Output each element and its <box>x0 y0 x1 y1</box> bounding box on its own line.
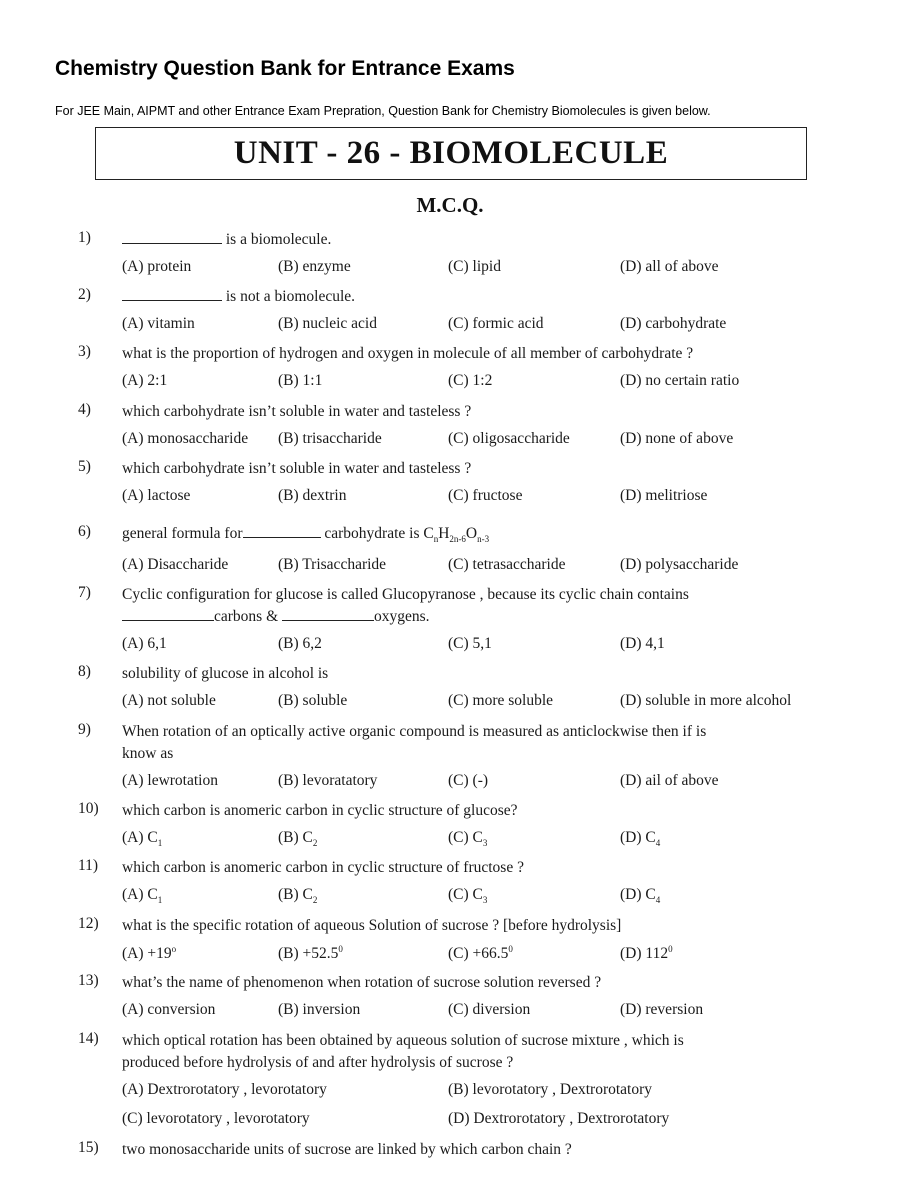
option-b: (B) enzyme <box>278 258 351 275</box>
option-d: (D) carbohydrate <box>620 315 727 332</box>
general-formula: $C_nH_{2n-6}O_{n-3}$ <box>423 525 490 545</box>
option-c: (C) formic acid <box>448 315 544 332</box>
question-number: 9) <box>78 721 91 738</box>
option-c: (C) more soluble <box>448 692 554 709</box>
option-c: (C) (-) <box>448 772 489 789</box>
question-text: which carbon is anomeric carbon in cyclic structure of glucose? <box>122 802 518 819</box>
option-d: (D) 4,1 <box>620 635 665 652</box>
option-d: (D) reversion <box>620 1001 704 1018</box>
question-text-line-2: know as <box>122 745 174 762</box>
option-a: (A) $C_1$ <box>122 829 163 849</box>
option-d: (D) all of above <box>620 258 719 275</box>
option-b: (B) 1:1 <box>278 372 323 389</box>
question-number: 10) <box>78 800 99 817</box>
question-text: what’s the name of phenomenon when rotation of sucrose solution reversed ? <box>122 974 602 991</box>
option-b: (B) dextrin <box>278 487 347 504</box>
option-a: (A) lactose <box>122 487 191 504</box>
question-text: is a biomolecule. <box>122 229 832 251</box>
option-a: (A) Dextrorotatory , levorotatory <box>122 1081 327 1098</box>
answer-blank <box>122 606 214 621</box>
unit-title-box <box>95 127 807 180</box>
question-text-line-2: carbons & oxygens. <box>122 606 832 628</box>
question-number: 12) <box>78 915 99 932</box>
question-number: 2) <box>78 286 91 303</box>
option-a: (A) monosaccharide <box>122 430 249 447</box>
option-b: (B) $C_2$ <box>278 829 318 849</box>
option-b: (B) $C_2$ <box>278 886 318 906</box>
question-number: 8) <box>78 663 91 680</box>
question-text: which carbohydrate isn’t soluble in water and tasteless ? <box>122 403 472 420</box>
option-b: (B) levoratatory <box>278 772 378 789</box>
question-number: 4) <box>78 401 91 418</box>
question-number: 5) <box>78 458 91 475</box>
option-b: (B) soluble <box>278 692 348 709</box>
option-c: (C) 5,1 <box>448 635 492 652</box>
question-number: 13) <box>78 972 99 989</box>
option-a: (A) conversion <box>122 1001 216 1018</box>
option-a: $(A) +19^o$ <box>122 944 177 963</box>
question-number: 6) <box>78 523 91 540</box>
option-c: (C) fructose <box>448 487 523 504</box>
question-text: is not a biomolecule. <box>122 286 832 308</box>
option-d: (D) $C_4$ <box>620 829 661 849</box>
option-a: (A) protein <box>122 258 192 275</box>
question-text-line-1: Cyclic configuration for glucose is called Glucopyranose , because its cyclic chain contains <box>122 586 689 603</box>
option-d: (D) $112^0$ <box>620 944 673 963</box>
answer-blank <box>122 286 222 301</box>
option-d: (D) Dextrorotatory , Dextrorotatory <box>448 1110 670 1127</box>
option-a: (A) Disaccharide <box>122 556 229 573</box>
question-number: 15) <box>78 1139 99 1156</box>
question-text: which carbon is anomeric carbon in cyclic structure of fructose ? <box>122 859 524 876</box>
option-c: $(C) +66.5^0$ <box>448 944 513 963</box>
option-c: (C) $C_3$ <box>448 829 488 849</box>
option-c: (C) $C_3$ <box>448 886 488 906</box>
section-heading: M.C.Q. <box>416 193 484 217</box>
option-b: $(B) +52.5^0$ <box>278 944 343 963</box>
option-a: (A) lewrotation <box>122 772 218 789</box>
page-subtitle: For JEE Main, AIPMT and other Entrance Exam Prepration, Question Bank for Chemistry Biomolecules is given below. <box>55 104 711 118</box>
question-number: 3) <box>78 343 91 360</box>
option-d: (D) $C_4$ <box>620 886 661 906</box>
option-d: (D) polysaccharide <box>620 556 739 573</box>
option-b: (B) nucleic acid <box>278 315 377 332</box>
option-d: (D) melitriose <box>620 487 708 504</box>
option-b: (B) levorotatory , Dextrorotatory <box>448 1081 653 1098</box>
option-b: (B) trisaccharide <box>278 430 382 447</box>
answer-blank <box>122 229 222 244</box>
option-a: (A) 2:1 <box>122 372 168 389</box>
option-b: (B) inversion <box>278 1001 361 1018</box>
option-c: (C) diversion <box>448 1001 531 1018</box>
option-c: (C) tetrasaccharide <box>448 556 566 573</box>
question-number: 14) <box>78 1030 99 1047</box>
option-c: (C) oligosaccharide <box>448 430 570 447</box>
question-text: two monosaccharide units of sucrose are linked by which carbon chain ? <box>122 1141 572 1158</box>
question-number: 11) <box>78 857 99 874</box>
option-a: (A) $C_1$ <box>122 886 163 906</box>
option-a: (A) vitamin <box>122 315 195 332</box>
page-title: Chemistry Question Bank for Entrance Exams <box>55 57 515 80</box>
unit-title: UNIT - 26 - BIOMOLECULE <box>233 135 669 171</box>
answer-blank <box>243 523 321 538</box>
option-b: (B) 6,2 <box>278 635 322 652</box>
option-d: (D) none of above <box>620 430 734 447</box>
question-text: general formula for carbohydrate is $C_nH_{2n-6}O_{n-3}$ <box>122 525 490 545</box>
option-c: (C) 1:2 <box>448 372 493 389</box>
question-text-line-1: When rotation of an optically active organic compound is measured as anticlockwise then if is <box>122 723 707 740</box>
question-text: what is the proportion of hydrogen and oxygen in molecule of all member of carbohydrate ? <box>122 345 694 362</box>
option-d: (D) soluble in more alcohol <box>620 692 792 709</box>
option-c: (C) levorotatory , levorotatory <box>122 1110 310 1127</box>
answer-blank <box>282 606 374 621</box>
question-text: what is the specific rotation of aqueous Solution of sucrose ? [before hydrolysis] <box>122 917 622 934</box>
option-c: (C) lipid <box>448 258 501 275</box>
question-text-line-2: produced before hydrolysis of and after hydrolysis of sucrose ? <box>122 1054 514 1071</box>
option-d: (D) no certain ratio <box>620 372 740 389</box>
option-a: (A) not soluble <box>122 692 216 709</box>
question-number: 1) <box>78 229 91 246</box>
question-text: solubility of glucose in alcohol is <box>122 665 329 682</box>
question-text: which carbohydrate isn’t soluble in water and tasteless ? <box>122 460 472 477</box>
question-number: 7) <box>78 584 91 601</box>
option-a: (A) 6,1 <box>122 635 167 652</box>
question-text-line-1: which optical rotation has been obtained by aqueous solution of sucrose mixture , which is <box>122 1032 684 1049</box>
option-b: (B) Trisaccharide <box>278 556 387 573</box>
option-d: (D) ail of above <box>620 772 719 789</box>
